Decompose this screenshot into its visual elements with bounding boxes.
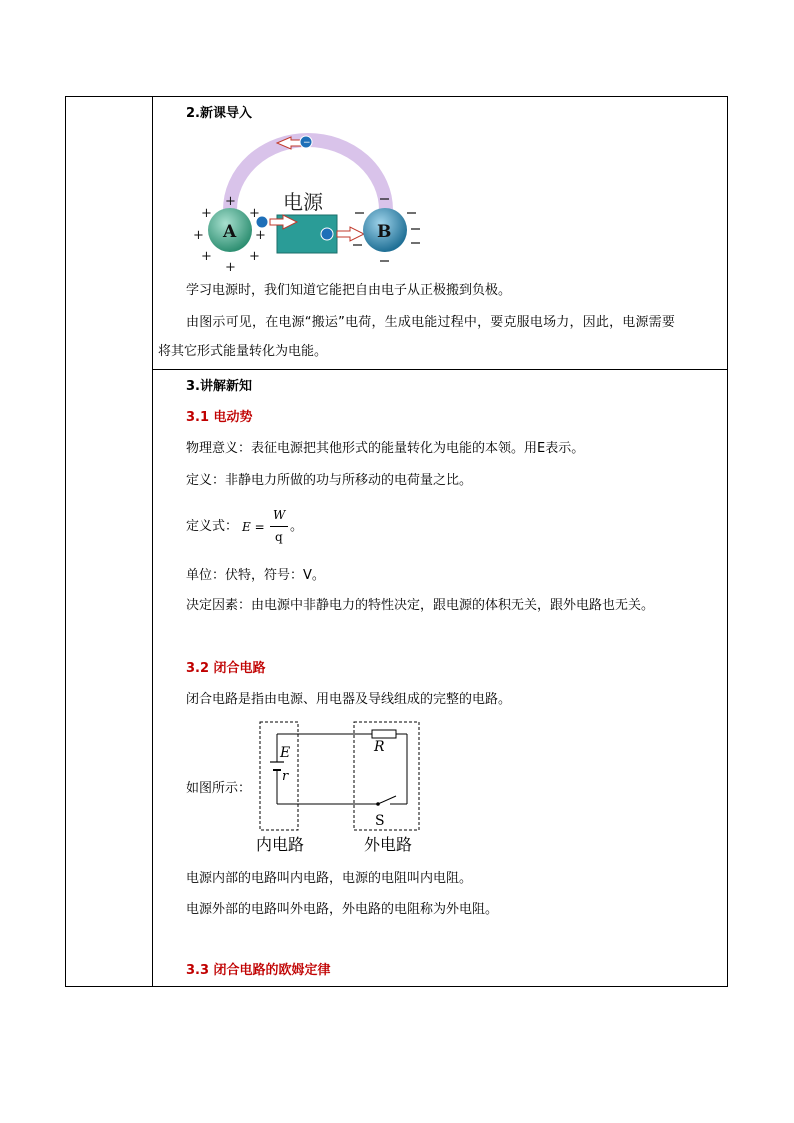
emf-definition: 定义：非静电力所做的功与所移动的电荷量之比。 bbox=[186, 473, 473, 488]
outer-circuit-text: 电源外部的电路叫外电路，外电路的电阻称为外电阻。 bbox=[186, 902, 499, 917]
formula-lhs: E = bbox=[242, 520, 265, 534]
row-divider bbox=[152, 369, 728, 370]
section2-paragraph-2: 由图示可见，在电源“搬运”电荷，生成电能过程中，要克服电场力，因此，电源需要 bbox=[186, 315, 676, 330]
svg-text:+: + bbox=[249, 249, 260, 264]
emf-meaning: 物理意义：表征电源把其他形式的能量转化为电能的本领。用E表示。 bbox=[186, 441, 585, 456]
svg-text:−: − bbox=[303, 138, 311, 148]
inner-circuit-box bbox=[260, 722, 298, 830]
svg-text:R: R bbox=[374, 739, 385, 755]
switch-icon bbox=[378, 796, 396, 804]
svg-text:+: + bbox=[225, 194, 236, 209]
svg-text:外电路: 外电路 bbox=[364, 835, 413, 854]
electron-icon bbox=[321, 228, 333, 240]
svg-text:+: + bbox=[193, 228, 204, 243]
svg-text:E: E bbox=[280, 745, 291, 761]
section3-heading: 3.讲解新知 bbox=[186, 379, 252, 394]
emf-unit: 单位：伏特，符号：V。 bbox=[186, 568, 325, 583]
source-label: 电源 bbox=[283, 190, 323, 214]
power-source-diagram bbox=[185, 125, 435, 275]
svg-text:+: + bbox=[201, 206, 212, 221]
svg-text:r: r bbox=[282, 769, 289, 784]
section3-3-title: 3.3 闭合电路的欧姆定律 bbox=[186, 963, 331, 978]
sphere-a-label: A bbox=[223, 222, 237, 242]
column-divider bbox=[152, 96, 153, 987]
circuit-diagram bbox=[250, 718, 430, 860]
formula-label: 定义式： bbox=[186, 519, 239, 534]
emf-factor: 决定因素：由电源中非静电力的特性决定，跟电源的体积无关，跟外电路也无关。 bbox=[186, 598, 655, 613]
sphere-b-label: B bbox=[377, 222, 392, 242]
resistor-icon bbox=[372, 730, 396, 738]
formula-denominator: q bbox=[275, 530, 283, 544]
section3-2-title: 3.2 闭合电路 bbox=[186, 661, 266, 676]
closed-circuit-definition: 闭合电路是指由电源、用电器及导线组成的完整的电路。 bbox=[186, 692, 512, 707]
section3-1-title: 3.1 电动势 bbox=[186, 410, 253, 425]
section2-paragraph-2-cont: 将其它形式能量转化为电能。 bbox=[158, 344, 328, 359]
svg-text:内电路: 内电路 bbox=[256, 835, 305, 854]
svg-text:+: + bbox=[255, 228, 266, 243]
svg-text:+: + bbox=[249, 206, 260, 221]
section2-paragraph-1: 学习电源时，我们知道它能把自由电子从正极搬到负极。 bbox=[186, 283, 512, 298]
formula-end: 。 bbox=[290, 519, 304, 534]
inner-circuit-text: 电源内部的电路叫内电路，电源的电阻叫内电阻。 bbox=[186, 871, 473, 886]
svg-text:+: + bbox=[225, 260, 236, 275]
emf-formula bbox=[186, 503, 346, 547]
svg-text:S: S bbox=[375, 813, 385, 829]
formula-numerator: W bbox=[273, 508, 286, 522]
box-arrow-right-icon bbox=[337, 227, 364, 241]
figure-label: 如图所示： bbox=[186, 781, 252, 796]
section2-heading: 2.新课导入 bbox=[186, 106, 252, 121]
svg-text:+: + bbox=[201, 249, 212, 264]
